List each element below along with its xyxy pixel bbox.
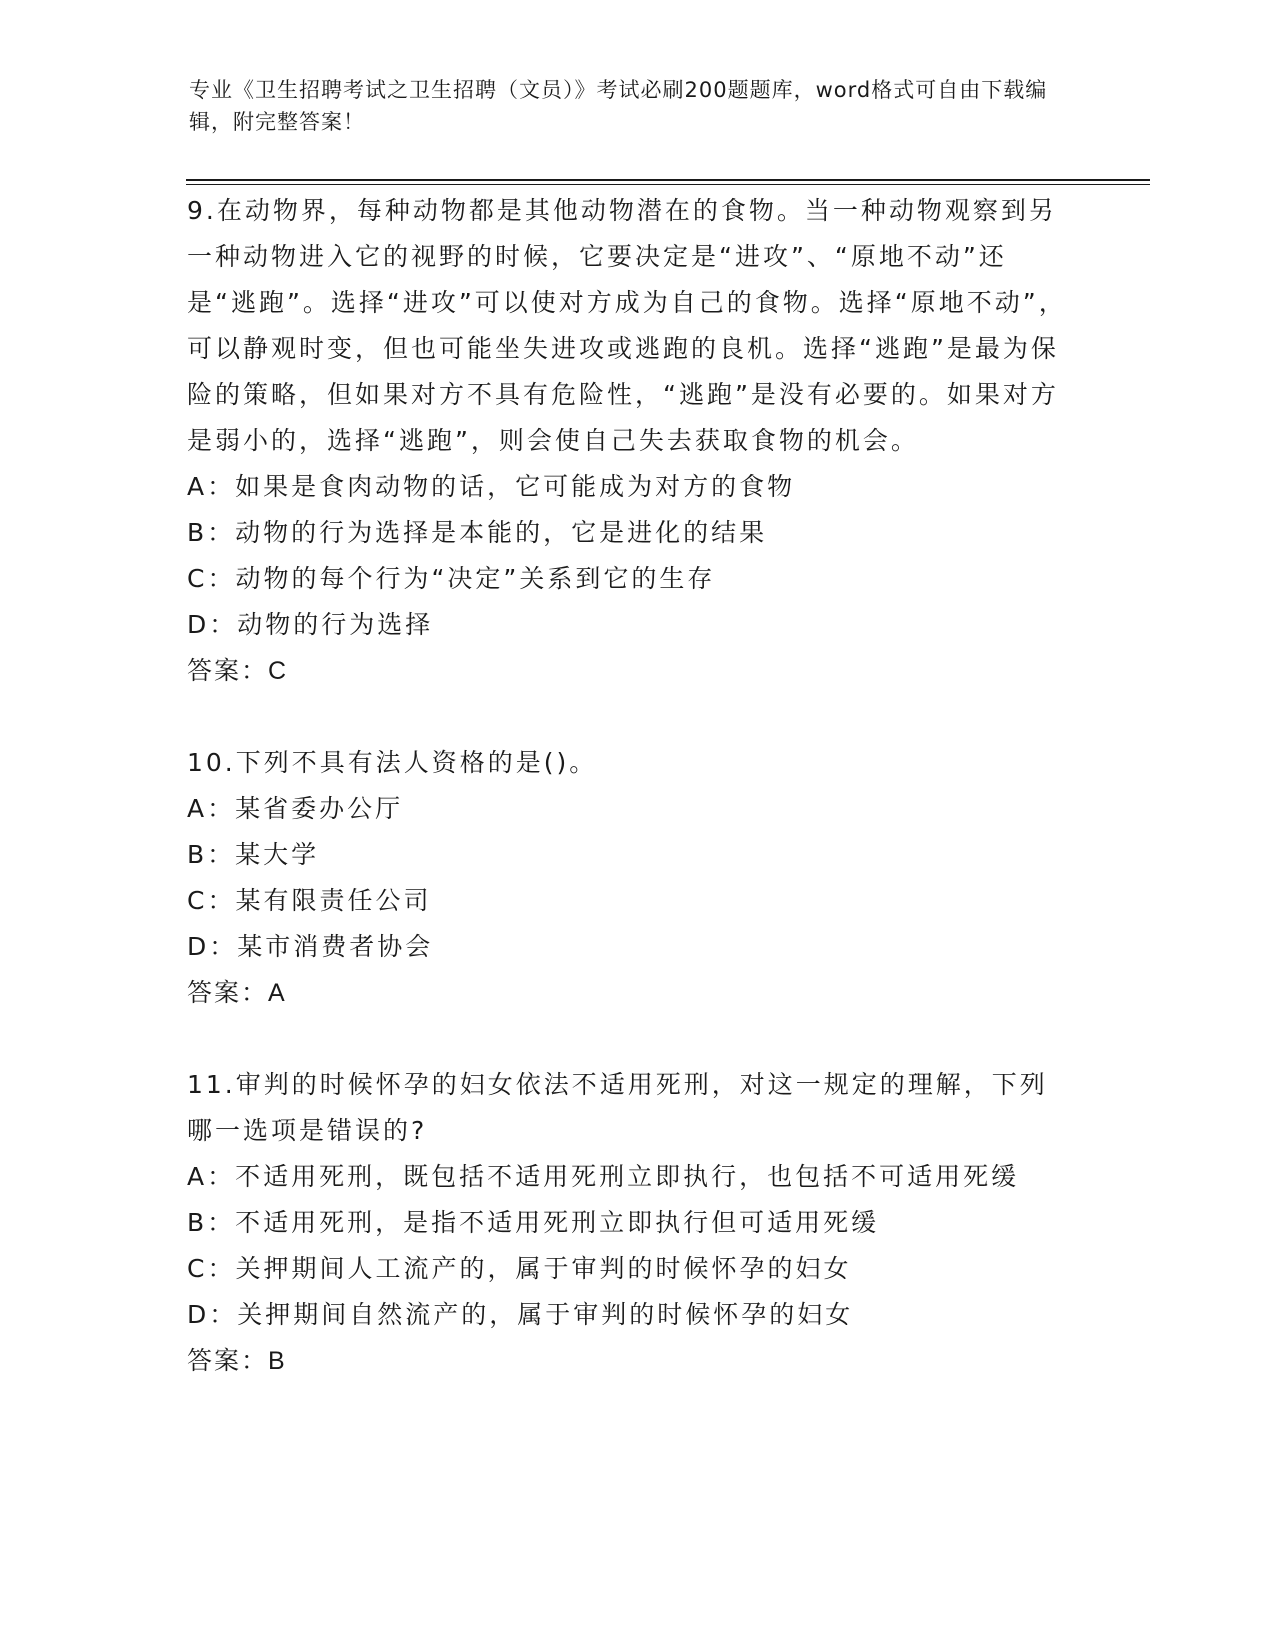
answer: 答案：B <box>187 1347 287 1375</box>
question-9 <box>187 188 1067 694</box>
header-divider-thick <box>186 179 1150 181</box>
option-b: B：某大学 <box>187 840 320 869</box>
option-b: B：动物的行为选择是本能的，它是进化的结果 <box>187 518 768 547</box>
page-header: 专业《卫生招聘考试之卫生招聘（文员）》考试必刷200题题库，word格式可自由下载编辑，附完整答案！ <box>189 78 1048 134</box>
question-10 <box>187 740 1067 1016</box>
question-stem: 10.下列不具有法人资格的是()。 <box>187 748 598 777</box>
option-d: D：关押期间自然流产的，属于审判的时候怀孕的妇女 <box>187 1300 854 1329</box>
header-divider-thin <box>186 184 1150 185</box>
question-stem: 9.在动物界，每种动物都是其他动物潜在的食物。当一种动物观察到另一种动物进入它的视野的时候，它要决定是“进攻”、“原地不动”还是“逃跑”。选择“进攻”可以使对方成为自己的食物。选择“原地不动”，可以静观时变，但也可能坐失进攻或逃跑的良机。选择“逃跑”是最为保险的策略，但如果对方不具有危险性，“逃跑”是没有必要的。如果对方是弱小的，选择“逃跑”，则会使自己失去获取食物的机会。 <box>187 196 1067 455</box>
option-c: C：某有限责任公司 <box>187 886 432 915</box>
question-11 <box>187 1062 1067 1384</box>
option-b: B：不适用死刑，是指不适用死刑立即执行但可适用死缓 <box>187 1208 880 1237</box>
question-stem: 11.审判的时候怀孕的妇女依法不适用死刑，对这一规定的理解，下列哪一选项是错误的? <box>187 1070 1048 1145</box>
question-spacer <box>187 1016 1067 1062</box>
option-c: C：关押期间人工流产的，属于审判的时候怀孕的妇女 <box>187 1254 852 1283</box>
question-spacer <box>187 694 1067 740</box>
answer: 答案：A <box>187 979 287 1007</box>
option-a: A：不适用死刑，既包括不适用死刑立即执行，也包括不可适用死缓 <box>187 1162 1020 1191</box>
option-c: C：动物的每个行为“决定”关系到它的生存 <box>187 564 716 593</box>
option-d: D：某市消费者协会 <box>187 932 434 961</box>
option-a: A：如果是食肉动物的话，它可能成为对方的食物 <box>187 472 796 501</box>
option-d: D：动物的行为选择 <box>187 610 434 639</box>
answer: 答案：C <box>187 657 289 685</box>
option-a: A：某省委办公厅 <box>187 794 404 823</box>
question-list <box>187 188 1067 1384</box>
